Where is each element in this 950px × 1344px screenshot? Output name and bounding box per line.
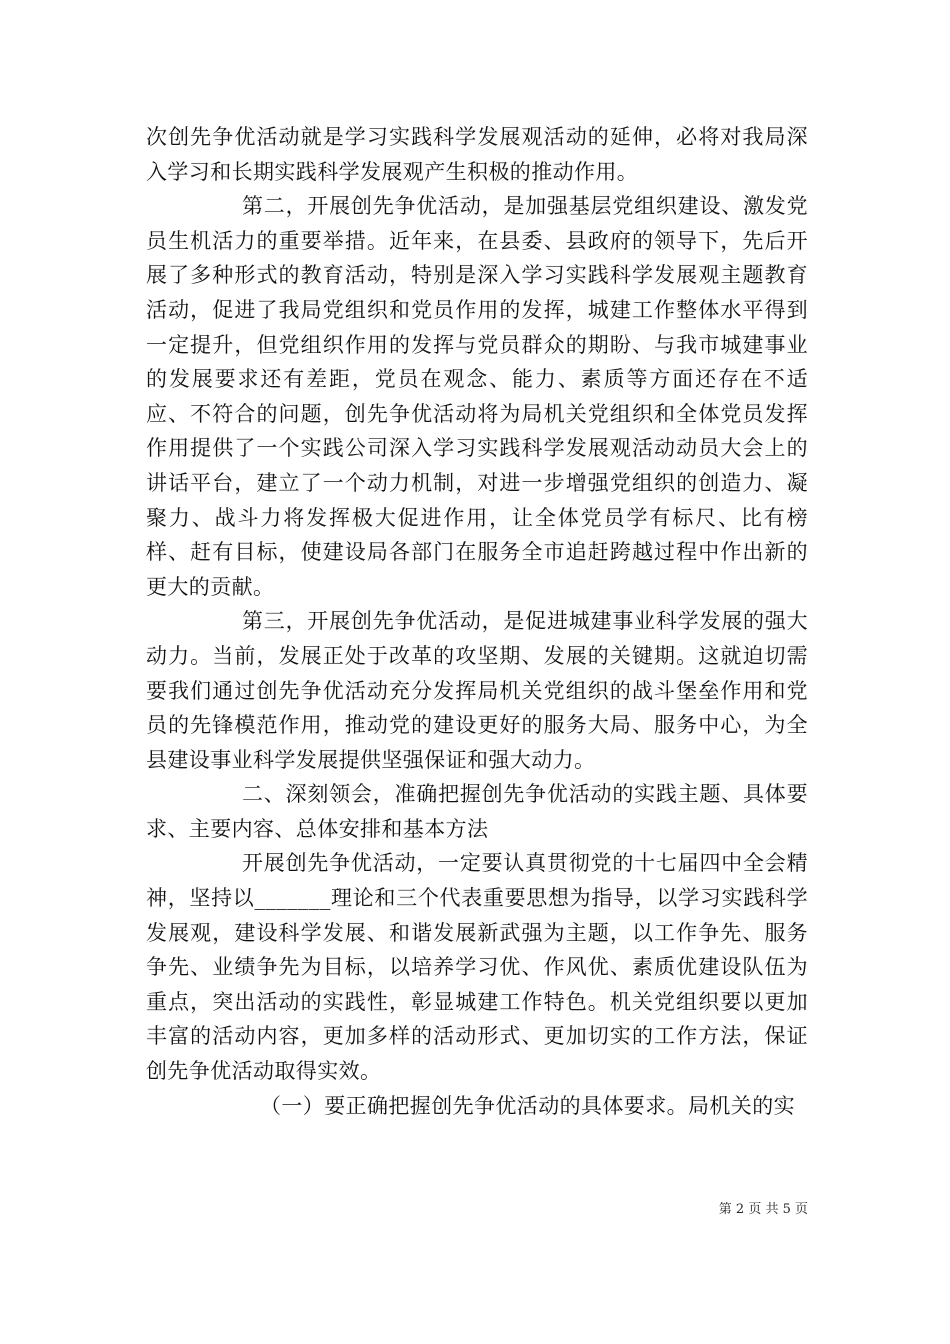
- paragraph-third-point: 第三，开展创先争优活动，是促进城建事业科学发展的强大动力。当前，发展正处于改革的攻坚期、发展的关键期。这就迫切需要我们通过创先争优活动充分发挥局机关党组织的战斗堡垒作用和党员的先锋模范作用，推动党的建设更好的服务大局、服务中心，为全县建设事业科学发展提供坚强保证和强大动力。: [146, 609, 808, 772]
- subsection-heading-one: （一）要正确把握创先争优活动的具体要求。局机关的实: [260, 1093, 795, 1118]
- paragraph-guiding-principle: 开展创先争优活动，一定要认真贯彻党的十七届四中全会精神，坚持以_______理论和三个代表重要思想为指导，以学习实践科学发展观，建设科学发展、和谐发展新武强为主题，以工作争先、服务争先、业绩争先为目标，以培养学习优、作风优、素质优建设队伍为重点，突出活动的实践性，彰显城建工作特色。机关党组织要以更加丰富的活动内容，更加多样的活动形式、更加切实的工作方法，保证创先争优活动取得实效。: [146, 851, 808, 1084]
- document-body: [146, 120, 808, 1123]
- page-number-footer: 第 2 页 共 5 页: [718, 1202, 808, 1217]
- paragraph-second-point: 第二，开展创先争优活动，是加强基层党组织建设、激发党员生机活力的重要举措。近年来，在县委、县政府的领导下，先后开展了多种形式的教育活动，特别是深入学习实践科学发展观主题教育活动，促进了我局党组织和党员作用的发挥，城建工作整体水平得到一定提升，但党组织作用的发挥与党员群众的期盼、与我市城建事业的发展要求还有差距，党员在观念、能力、素质等方面还存在不适应、不符合的问题，创先争优活动将为局机关党组织和全体党员发挥作用提供了一个实践公司深入学习实践科学发展观活动动员大会上的讲话平台，建立了一个动力机制，对进一步增强党组织的创造力、凝聚力、战斗力将发挥极大促进作用，让全体党员学有标尺、比有榜样、赶有目标，使建设局各部门在服务全市追赶跨越过程中作出新的更大的贡献。: [146, 194, 808, 599]
- paragraph-continuation: 次创先争优活动就是学习实践科学发展观活动的延伸，必将对我局深入学习和长期实践科学发展观产生积极的推动作用。: [146, 125, 808, 184]
- section-heading-two: 二、深刻领会，准确把握创先争优活动的实践主题、具体要求、主要内容、总体安排和基本方法: [146, 782, 808, 841]
